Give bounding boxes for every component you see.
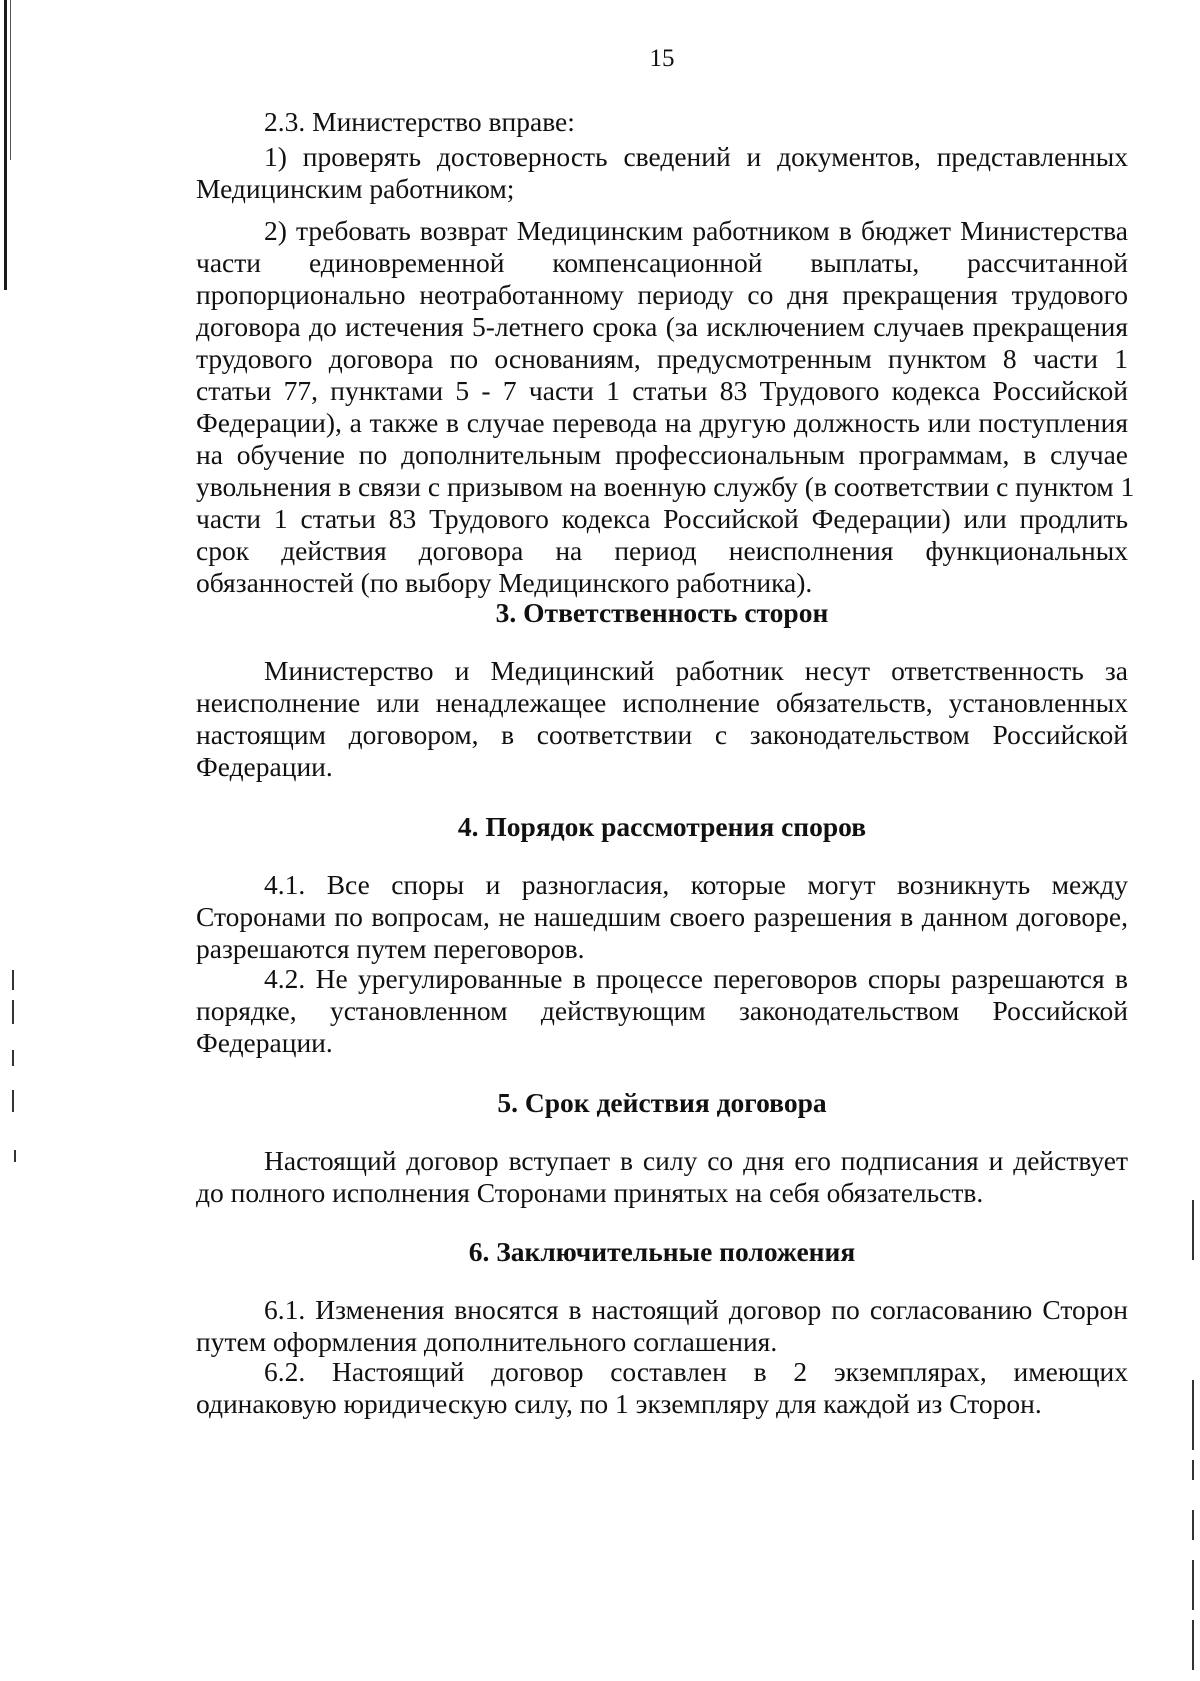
text-line: части 1 статьи 83 Трудового кодекса Российской Федерации) или продлить (196, 503, 1128, 534)
paragraph-6-1 (196, 1294, 1128, 1358)
text-line: разрешаются путем переговоров. (196, 933, 585, 964)
text-line: путем оформления дополнительного соглашения. (196, 1326, 778, 1357)
paragraph-2-3-item-1 (196, 141, 1128, 205)
paragraph-3 (196, 655, 1128, 783)
scan-artifact-mark (12, 1090, 14, 1112)
paragraph-4-1 (196, 869, 1128, 965)
text-line: срок действия договора на период неисполнения функциональных (196, 535, 1128, 566)
text-line: 6.1. Изменения вносятся в настоящий договор по согласованию Сторон (264, 1294, 1128, 1325)
scan-artifact-mark (1192, 1200, 1194, 1260)
scan-artifact-mark (12, 1050, 14, 1066)
paragraph-2-3-item-2 (196, 215, 1135, 599)
paragraph-4-2 (196, 963, 1128, 1059)
text-line: Министерство и Медицинский работник несут ответственность за (264, 655, 1128, 686)
text-line: неисполнение или ненадлежащее исполнение обязательств, установленных (196, 687, 1128, 718)
text-line: статьи 77, пунктами 5 - 7 части 1 статьи 83 Трудового кодекса Российской (196, 375, 1128, 406)
text-line: Настоящий договор вступает в силу со дня его подписания и действует (264, 1145, 1128, 1176)
scan-artifact-mark (1192, 1560, 1194, 1610)
text-line: Сторонами по вопросам, не нашедшим своего разрешения в данном договоре, (196, 901, 1128, 932)
scan-artifact-mark (1192, 1510, 1194, 1540)
paragraph-2-3 (196, 106, 1128, 138)
scan-binding-edge-thin (10, 0, 11, 160)
text-line: Федерации. (196, 751, 333, 782)
text-line: увольнения в связи с призывом на военную службу (в соответствии с пунктом 1 (196, 471, 1135, 502)
paragraph-5 (196, 1145, 1128, 1209)
scan-artifact-mark (12, 1000, 14, 1024)
paragraph-6-2 (196, 1356, 1128, 1420)
section-heading-5: 5. Срок действия договора (497, 1087, 827, 1118)
text-line: пропорционально неотработанному периоду со дня прекращения трудового (196, 279, 1128, 310)
text-line: порядке, установленном действующим законодательством Российской (196, 995, 1128, 1026)
page-number: 15 (649, 45, 675, 72)
text-line: договора до истечения 5-летнего срока (за исключением случаев прекращения (196, 311, 1128, 342)
text-line: 2.3. Министерство вправе: (264, 106, 575, 137)
scan-artifact-mark (14, 1150, 16, 1162)
text-line: части единовременной компенсационной выплаты, рассчитанной (196, 247, 1128, 278)
scan-binding-edge (4, 0, 7, 290)
text-line: Медицинским работником; (196, 173, 515, 204)
text-line: 6.2. Настоящий договор составлен в 2 экземплярах, имеющих (264, 1356, 1128, 1387)
text-line: на обучение по дополнительным профессиональным программам, в случае (196, 439, 1128, 470)
scan-artifact-mark (12, 970, 14, 990)
text-line: обязанностей (по выбору Медицинского работника). (196, 567, 813, 598)
section-heading-4: 4. Порядок рассмотрения споров (457, 811, 867, 842)
text-line: 4.1. Все споры и разногласия, которые могут возникнуть между (264, 869, 1128, 900)
text-line: 1) проверять достоверность сведений и документов, представленных (264, 141, 1128, 172)
section-heading-3: 3. Ответственность сторон (495, 597, 829, 628)
text-line: Федерации. (196, 1027, 333, 1058)
text-line: одинаковую юридическую силу, по 1 экземпляру для каждой из Сторон. (196, 1388, 1042, 1419)
text-line: настоящим договором, в соответствии с законодательством Российской (196, 719, 1128, 750)
text-line: 4.2. Не урегулированные в процессе переговоров споры разрешаются в (264, 963, 1128, 994)
text-line: Федерации), а также в случае перевода на другую должность или поступления (196, 407, 1128, 438)
scan-artifact-mark (1192, 1620, 1194, 1670)
text-line: трудового договора по основаниям, предусмотренным пунктом 8 части 1 (196, 343, 1128, 374)
scan-artifact-mark (1192, 1380, 1194, 1450)
text-line: 2) требовать возврат Медицинским работником в бюджет Министерства (264, 215, 1128, 246)
section-heading-6: 6. Заключительные положения (468, 1236, 856, 1267)
scan-artifact-mark (1192, 1460, 1194, 1480)
text-line: до полного исполнения Сторонами принятых на себя обязательств. (196, 1177, 984, 1208)
